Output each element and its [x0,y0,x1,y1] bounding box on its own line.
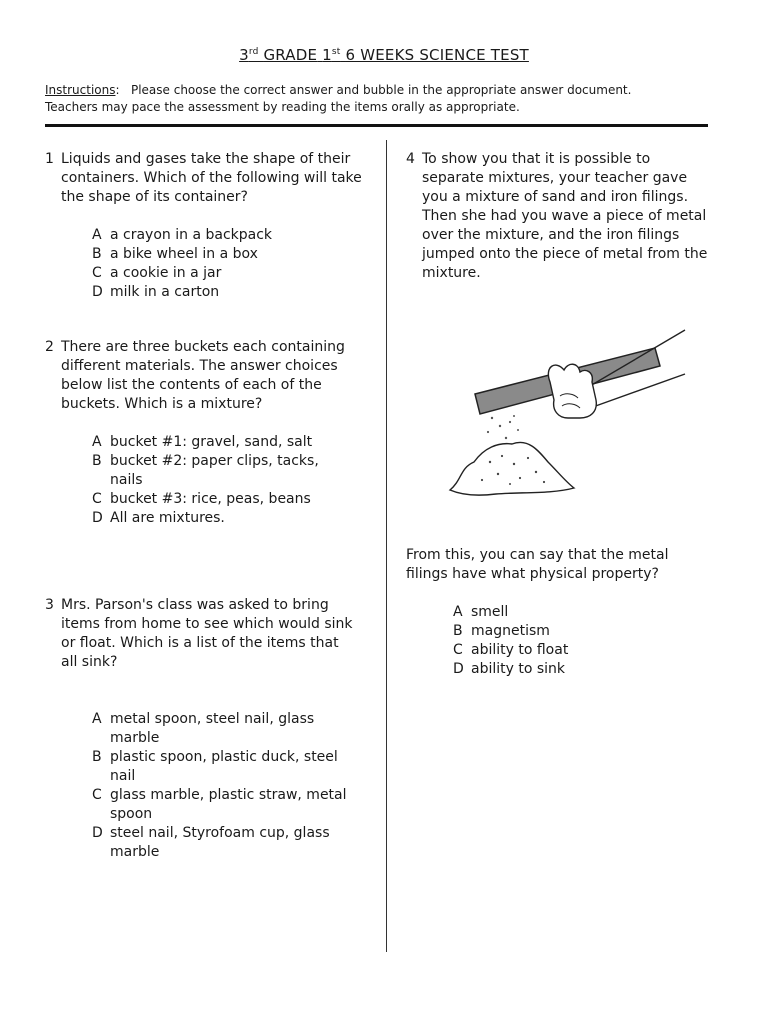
choice-letter: C [92,491,102,507]
choice-text: ability to float [471,642,569,658]
question-number: 2 [45,339,54,355]
choice-b[interactable] [90,452,350,490]
magnet-over-mixture-illustration [440,322,690,506]
falling-filings [487,415,519,447]
page-title [0,46,768,64]
header-rule [45,124,708,127]
choice-c[interactable] [90,264,370,283]
column-divider [386,140,387,952]
question-text: To show you that it is possible to separate mixtures, your teacher gave you a mixture of sand and iron filings. Then she had you wave a piece of metal over the mixture, and the iron filings jumped onto the piece of metal from the mixture. [422,151,708,281]
choice-letter: B [92,453,102,469]
choice-d[interactable] [451,660,708,679]
choice-a[interactable] [90,710,355,748]
question-4 [406,150,708,283]
choice-text: bucket #1: gravel, sand, salt [110,434,313,450]
sand-pile [450,442,574,495]
choice-b[interactable] [90,245,370,264]
choice-c[interactable] [90,786,355,824]
choice-text: metal spoon, steel nail, glass marble [110,711,315,746]
choice-letter: C [92,265,102,281]
choice-list [90,433,350,528]
title-grade-word: GRADE [263,46,318,64]
choice-c[interactable] [90,490,350,509]
choice-b[interactable] [90,748,355,786]
choice-a[interactable] [90,226,370,245]
choice-letter: A [92,434,102,450]
question-4-followup [406,546,708,679]
choice-d[interactable] [90,283,370,302]
instructions-line-2: Teachers may pace the assessment by reading the items orally as appropriate. [45,100,520,114]
choice-letter: D [92,284,103,300]
choice-letter: D [92,825,103,841]
choice-list [451,603,708,679]
question-text: Mrs. Parson's class was asked to bring items from home to see which would sink or float. Which is a list of the items that all sink? [61,597,353,670]
instructions-line-1: : Please choose the correct answer and bubble in the appropriate answer document. [115,83,632,97]
title-period-superscript: st [331,47,341,57]
choice-a[interactable] [90,433,350,452]
choice-text: a cookie in a jar [110,265,222,281]
choice-letter: C [453,642,463,658]
title-period-number: 1 [322,46,332,64]
title-grade-number: 3 [239,46,249,64]
instructions [45,82,725,116]
question-number: 1 [45,151,54,167]
choice-c[interactable] [451,641,708,660]
choice-text: ability to sink [471,661,566,677]
choice-text: All are mixtures. [110,510,225,526]
title-rest: 6 WEEKS SCIENCE TEST [345,46,529,64]
choice-a[interactable] [451,603,708,622]
choice-text: magnetism [471,623,550,639]
choice-text: bucket #2: paper clips, tacks, nails [110,453,319,488]
choice-letter: B [453,623,463,639]
choice-text: bucket #3: rice, peas, beans [110,491,311,507]
choice-letter: A [92,227,102,243]
choice-d[interactable] [90,824,355,862]
hand [548,364,596,418]
choice-list [90,710,355,862]
instructions-label: Instructions [45,83,116,97]
arm-outline [590,330,685,386]
choice-letter: A [453,604,463,620]
choice-letter: B [92,246,102,262]
question-text: Liquids and gases take the shape of their containers. Which of the following will take the shape of its container? [61,151,362,205]
choice-letter: B [92,749,102,765]
choice-text: a bike wheel in a box [110,246,258,262]
title-grade-superscript: rd [248,47,259,57]
question-3 [45,596,355,862]
question-1 [45,150,370,302]
choice-letter: D [92,510,103,526]
choice-text: smell [471,604,509,620]
question-2 [45,338,360,528]
choice-d[interactable] [90,509,350,528]
choice-list [90,226,370,302]
question-text: There are three buckets each containing different materials. The answer choices below list the contents of each of the buckets. Which is a mixture? [61,339,345,412]
choice-letter: D [453,661,464,677]
choice-text: plastic spoon, plastic duck, steel nail [110,749,338,784]
question-number: 3 [45,597,54,613]
question-number: 4 [406,151,415,167]
choice-text: a crayon in a backpack [110,227,273,243]
choice-text: milk in a carton [110,284,220,300]
choice-b[interactable] [451,622,708,641]
choice-text: steel nail, Styrofoam cup, glass marble [110,825,330,860]
choice-letter: A [92,711,102,727]
choice-letter: C [92,787,102,803]
choice-text: glass marble, plastic straw, metal spoon [110,787,347,822]
question-followup-text: From this, you can say that the metal filings have what physical property? [406,547,669,582]
